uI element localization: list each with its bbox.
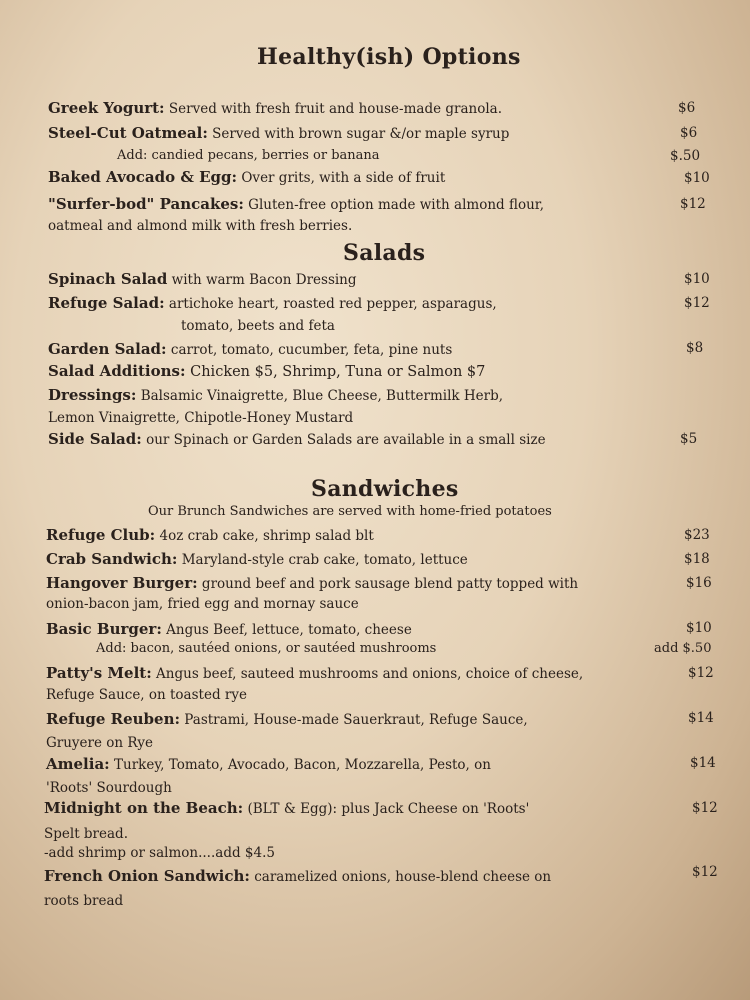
menu-item-garden-salad [48, 340, 452, 358]
item-name: Basic Burger: [46, 620, 162, 638]
menu-item-basic-burger [46, 620, 412, 638]
item-price: $12 [680, 196, 706, 212]
addon-price: add $.50 [654, 641, 712, 656]
item-price: $12 [684, 295, 710, 311]
item-desc-continued: oatmeal and almond milk with fresh berries. [48, 218, 353, 234]
item-desc: ground beef and pork sausage blend patty topped with [197, 576, 579, 592]
item-name: Greek Yogurt: [48, 99, 165, 117]
item-price: $10 [684, 271, 710, 287]
item-desc: caramelized onions, house-blend cheese on [249, 869, 552, 885]
item-desc: with warm Bacon Dressing [167, 272, 357, 288]
menu-item-oatmeal [48, 124, 509, 142]
item-desc-continued: Refuge Sauce, on toasted rye [46, 687, 247, 703]
item-price: $12 [692, 864, 718, 880]
addon-price: $.50 [670, 148, 701, 164]
menu-item-greek-yogurt [48, 99, 502, 117]
item-desc: Pastrami, House-made Sauerkraut, Refuge Sauce, [180, 712, 528, 728]
item-price: $12 [692, 800, 718, 816]
item-name: Refuge Club: [46, 526, 156, 544]
item-desc-continued: Spelt bread. [44, 826, 128, 842]
item-desc-continued: Gruyere on Rye [46, 735, 153, 751]
item-desc: artichoke heart, roasted red pepper, asparagus, [164, 296, 497, 312]
section-title-salads: Salads [343, 240, 426, 266]
item-name: Dressings: [48, 386, 137, 404]
item-name: Crab Sandwich: [46, 550, 178, 568]
section-title-sandwiches: Sandwiches [311, 476, 459, 502]
item-addon: -add shrimp or salmon....add $4.5 [44, 845, 275, 861]
item-name: Amelia: [46, 755, 110, 773]
item-price: $14 [688, 710, 714, 726]
item-name: Garden Salad: [48, 340, 167, 358]
menu-item-pattys-melt [46, 664, 583, 682]
menu-item-amelia [46, 755, 491, 773]
item-desc: Angus Beef, lettuce, tomato, cheese [161, 622, 412, 638]
item-price: $10 [686, 620, 712, 636]
item-name: French Onion Sandwich: [44, 867, 250, 885]
menu-item-refuge-reuben [46, 710, 528, 728]
menu-item-refuge-club [46, 526, 374, 544]
menu-item-hangover-burger [46, 574, 578, 592]
item-desc: Turkey, Tomato, Avocado, Bacon, Mozzarella, Pesto, on [109, 757, 491, 773]
item-desc-continued: Lemon Vinaigrette, Chipotle-Honey Mustard [48, 410, 354, 426]
section-subtitle: Our Brunch Sandwiches are served with home-fried potatoes [148, 504, 552, 519]
item-name: Baked Avocado & Egg: [48, 168, 238, 186]
item-desc: Over grits, with a side of fruit [237, 170, 446, 186]
item-price: $12 [688, 665, 714, 681]
item-desc-continued: 'Roots' Sourdough [46, 780, 172, 796]
item-price: $8 [686, 340, 704, 356]
item-name: Refuge Salad: [48, 294, 165, 312]
item-desc: (BLT & Egg): plus Jack Cheese on 'Roots' [243, 801, 530, 817]
menu-item-side-salad [48, 430, 546, 448]
item-desc: Served with fresh fruit and house-made granola. [164, 101, 503, 117]
item-desc: Served with brown sugar &/or maple syrup [207, 126, 510, 142]
menu-item-baked-avocado [48, 168, 445, 186]
item-desc: 4oz crab cake, shrimp salad blt [155, 528, 374, 544]
item-price: $6 [680, 125, 698, 141]
item-price: $6 [678, 100, 696, 116]
item-desc: Angus beef, sauteed mushrooms and onions, choice of cheese, [151, 666, 584, 682]
item-price: $14 [690, 755, 716, 771]
item-desc-continued: roots bread [44, 893, 124, 909]
item-price: $18 [684, 551, 710, 567]
item-desc: Gluten-free option made with almond flour, [243, 197, 545, 213]
menu-item-french-onion-sandwich [44, 867, 551, 885]
item-name: Salad Additions: [48, 362, 186, 380]
menu-item-pancakes [48, 195, 544, 213]
item-price: $16 [686, 575, 712, 591]
item-addon: Add: candied pecans, berries or banana [117, 148, 380, 163]
menu-item-dressings [48, 386, 503, 404]
item-name: Spinach Salad [48, 270, 168, 288]
menu-item-salad-additions [48, 362, 485, 380]
item-price: $23 [684, 527, 710, 543]
menu-item-spinach-salad [48, 270, 357, 288]
item-desc-continued: onion-bacon jam, fried egg and mornay sauce [46, 596, 359, 612]
item-price: $5 [680, 431, 698, 447]
section-title-healthy: Healthy(ish) Options [257, 44, 521, 70]
menu-item-refuge-salad [48, 294, 497, 312]
menu-item-crab-sandwich [46, 550, 468, 568]
item-price: $10 [684, 170, 710, 186]
item-desc: carrot, tomato, cucumber, feta, pine nuts [166, 342, 453, 358]
item-desc: our Spinach or Garden Salads are available in a small size [141, 432, 546, 448]
item-desc: Maryland-style crab cake, tomato, lettuce [177, 552, 468, 568]
item-addon: Add: bacon, sautéed onions, or sautéed mushrooms [96, 641, 437, 656]
item-name: Patty's Melt: [46, 664, 152, 682]
item-name: Hangover Burger: [46, 574, 198, 592]
item-name: "Surfer-bod" Pancakes: [48, 195, 244, 213]
item-name: Steel-Cut Oatmeal: [48, 124, 208, 142]
item-name: Side Salad: [48, 430, 142, 448]
item-name: Refuge Reuben: [46, 710, 181, 728]
item-desc: Chicken $5, Shrimp, Tuna or Salmon $7 [185, 364, 486, 380]
item-desc-continued: tomato, beets and feta [181, 318, 335, 334]
menu-item-midnight-on-the-beach [44, 799, 529, 817]
item-name: Midnight on the Beach: [44, 799, 244, 817]
item-desc: Balsamic Vinaigrette, Blue Cheese, Buttermilk Herb, [136, 388, 504, 404]
